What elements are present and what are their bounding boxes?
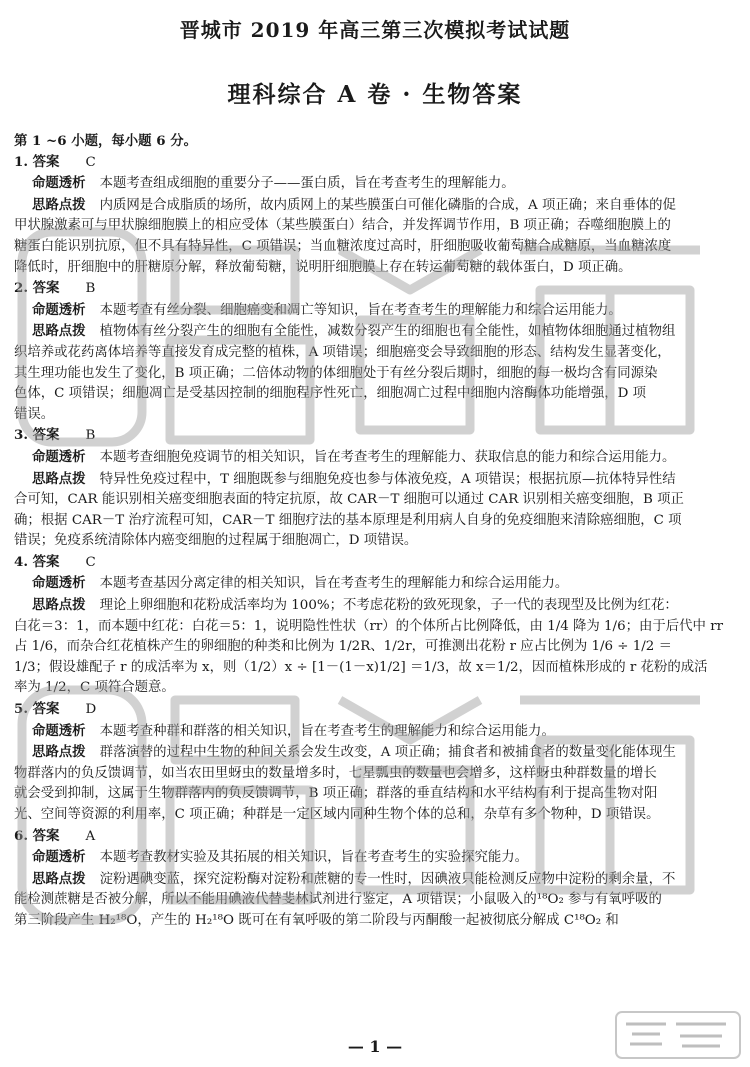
analysis-text: 内质网是合成脂质的场所，故内质网上的某些膜蛋白可催化磷脂的合成，A 项正确；来自垂体的促 (99, 197, 676, 213)
answer-body (14, 131, 740, 932)
analysis-continuation: 光、空间等资源的利用率，C 项正确；种群是一定区域内同种生物个体的总和，杂草有多个物种，D 项错误。 (14, 807, 660, 822)
analysis-continuation: 能检测蔗糖是否被分解，所以不能用碘液代替斐林试剂进行鉴定，A 项错误；小鼠吸入的¹⁸O₂ 参与有氧呼吸的 (14, 892, 662, 908)
intent-text: 本题考查组成细胞的重要分子——蛋白质，旨在考查考生的理解能力。 (99, 176, 515, 192)
analysis-continuation: 甲状腺激素可与甲状腺细胞膜上的相应受体（某些膜蛋白）结合，并发挥调节作用，B 项正确；吞噬细胞膜上的 (14, 218, 671, 234)
analysis-continuation: 织培养或花药离体培养等直接发育成完整的植株，A 项错误；细胞癌变会导致细胞的形态、结构发生显著变化， (14, 344, 671, 360)
analysis-label: 思路点拨 (32, 470, 86, 487)
analysis-continuation: 第三阶段产生 H₂¹⁸O，产生的 H₂¹⁸O 既可在有氧呼吸的第二阶段与丙酮酸一起被彻底分解成 C¹⁸O₂ 和 (14, 912, 619, 928)
intent-text: 本题考查有丝分裂、细胞癌变和凋亡等知识，旨在考查考生的理解能力和综合运用能力。 (99, 302, 622, 318)
analysis-text: 淀粉遇碘变蓝，探究淀粉酶对淀粉和蔗糖的专一性时，因碘液只能检测反应物中淀粉的剩余量，不 (99, 871, 676, 887)
question-number: 3. 答案 (14, 427, 60, 444)
analysis-line (14, 469, 740, 491)
analysis-continuation: 1/3；假设雄配子 r 的成活率为 x，则（1/2）x ÷ [1－(1－x)1/2] ＝1/3，故 x＝1/2，因而植株形成的 r 花粉的成活 (14, 659, 708, 675)
analysis-line (14, 321, 740, 343)
intent-label: 命题透析 (32, 849, 86, 866)
analysis-continuation: 其生理功能也发生了变化，B 项正确；二倍体动物的体细胞处于有丝分裂后期时，细胞的每一极均含有同源染 (14, 365, 658, 381)
analysis-continuation: 占 1/6，而杂合红花植株产生的卵细胞的种类和比例为 1/2R、1/2r，可推测出花粉 r 应占比例为 1/6 ÷ 1/2 ＝ (14, 639, 672, 655)
intent-line (14, 173, 740, 195)
question-number: 6. 答案 (14, 827, 60, 844)
intent-label: 命题透析 (32, 175, 86, 192)
intent-text: 本题考查基因分离定律的相关知识，旨在考查考生的理解能力和综合运用能力。 (99, 576, 569, 592)
page-title: 晋城市 2019 年高三第三次模拟考试试题 (179, 18, 571, 42)
question-number: 5. 答案 (14, 701, 60, 718)
analysis-label: 思路点拨 (32, 870, 86, 887)
analysis-label: 思路点拨 (32, 196, 86, 213)
analysis-continuation: 白花＝3：1，而本题中红花：白花＝5：1，说明隐性性状（rr）的个体所占比例降低，由 1/4 降为 1/6；由于后代中 rr (14, 618, 723, 634)
answer-choice: C (85, 554, 96, 570)
intent-label: 命题透析 (32, 448, 86, 465)
question-number: 2. 答案 (14, 280, 60, 297)
page-subtitle: 理科综合 A 卷 · 生物答案 (227, 81, 523, 108)
analysis-continuation: 率为 1/2，C 项符合题意。 (14, 680, 175, 696)
answer-choice: D (85, 702, 97, 718)
question-heading (14, 699, 740, 721)
question-number: 4. 答案 (14, 553, 60, 570)
intent-line (14, 573, 740, 595)
intent-label: 命题透析 (32, 301, 86, 318)
question-list (14, 152, 740, 932)
analysis-continuation: 糖蛋白能识别抗原，但不具有特异性，C 项错误；当血糖浓度过高时，肝细胞吸收葡萄糖合成糖原，当血糖浓度 (14, 238, 672, 254)
analysis-continuation: 降低时，肝细胞中的肝糖原分解，释放葡萄糖，说明肝细胞膜上存在转运葡萄糖的载体蛋白，D 项正确。 (14, 259, 632, 275)
intent-line (14, 300, 740, 322)
analysis-text: 群落演替的过程中生物的种间关系会发生改变，A 项正确；捕食者和被捕食者的数量变化能体现生 (99, 745, 676, 761)
question-number: 1. 答案 (14, 153, 60, 170)
question-heading (14, 826, 740, 848)
intent-label: 命题透析 (32, 575, 86, 592)
intent-text: 本题考查细胞免疫调节的相关知识，旨在考查考生的理解能力、获取信息的能力和综合运用能力。 (99, 449, 676, 465)
intent-line (14, 447, 740, 469)
scoring-note: 第 1 ~6 小题，每小题 6 分。 (14, 133, 197, 149)
analysis-line (14, 742, 740, 764)
analysis-continuation: 错误；免疫系统清除体内癌变细胞的过程属于细胞凋亡，D 项错误。 (14, 533, 418, 549)
analysis-text: 植物体有丝分裂产生的细胞有全能性，减数分裂产生的细胞也有全能性，如植物体细胞通过植物组 (99, 324, 676, 340)
analysis-label: 思路点拨 (32, 323, 86, 340)
analysis-line (14, 869, 740, 891)
question-heading (14, 278, 740, 300)
question-heading (14, 425, 740, 447)
analysis-line (14, 595, 740, 617)
analysis-continuation: 确；根据 CAR－T 治疗流程可知，CAR－T 细胞疗法的基本原理是利用病人自身的免疫细胞来清除癌细胞，C 项 (14, 512, 682, 528)
analysis-label: 思路点拨 (32, 597, 86, 614)
answer-choice: C (85, 154, 96, 170)
intent-label: 命题透析 (32, 722, 86, 739)
analysis-continuation: 错误。 (14, 406, 55, 422)
analysis-continuation: 就会受到抑制，这属于生物群落内的负反馈调节，B 项正确；群落的垂直结构和水平结构有利于提高生物对阳 (14, 786, 658, 802)
answer-choice: B (85, 281, 96, 297)
intent-text: 本题考查种群和群落的相关知识，旨在考查考生的理解能力和综合运用能力。 (99, 723, 555, 739)
analysis-continuation: 物群落内的负反馈调节，如当农田里蚜虫的数量增多时，七星瓢虫的数量也会增多，这样蚜虫种群数量的增长 (14, 765, 657, 781)
analysis-text: 特异性免疫过程中，T 细胞既参与细胞免疫也参与体液免疫，A 项错误；根据抗原—抗体特异性结 (99, 471, 676, 487)
analysis-label: 思路点拨 (32, 744, 86, 761)
analysis-text: 理论上卵细胞和花粉成活率均为 100%；不考虑花粉的致死现象，子一代的表现型及比例为红花： (99, 598, 678, 614)
answer-choice: A (85, 828, 96, 844)
answer-choice: B (85, 428, 96, 444)
intent-line (14, 847, 740, 869)
intent-text: 本题考查教材实验及其拓展的相关知识，旨在考查考生的实验探究能力。 (99, 850, 529, 866)
question-heading (14, 152, 740, 174)
analysis-line (14, 195, 740, 217)
intent-line (14, 721, 740, 743)
page-number: — 1 — (347, 1037, 403, 1056)
analysis-continuation: 色体，C 项错误；细胞凋亡是受基因控制的细胞程序性死亡，细胞凋亡过程中细胞内溶酶体功能增强，D 项 (14, 386, 647, 402)
analysis-continuation: 合可知，CAR 能识别相关癌变细胞表面的特定抗原，故 CAR－T 细胞可以通过 CAR 识别相关癌变细胞，B 项正 (14, 492, 684, 508)
question-heading (14, 552, 740, 574)
